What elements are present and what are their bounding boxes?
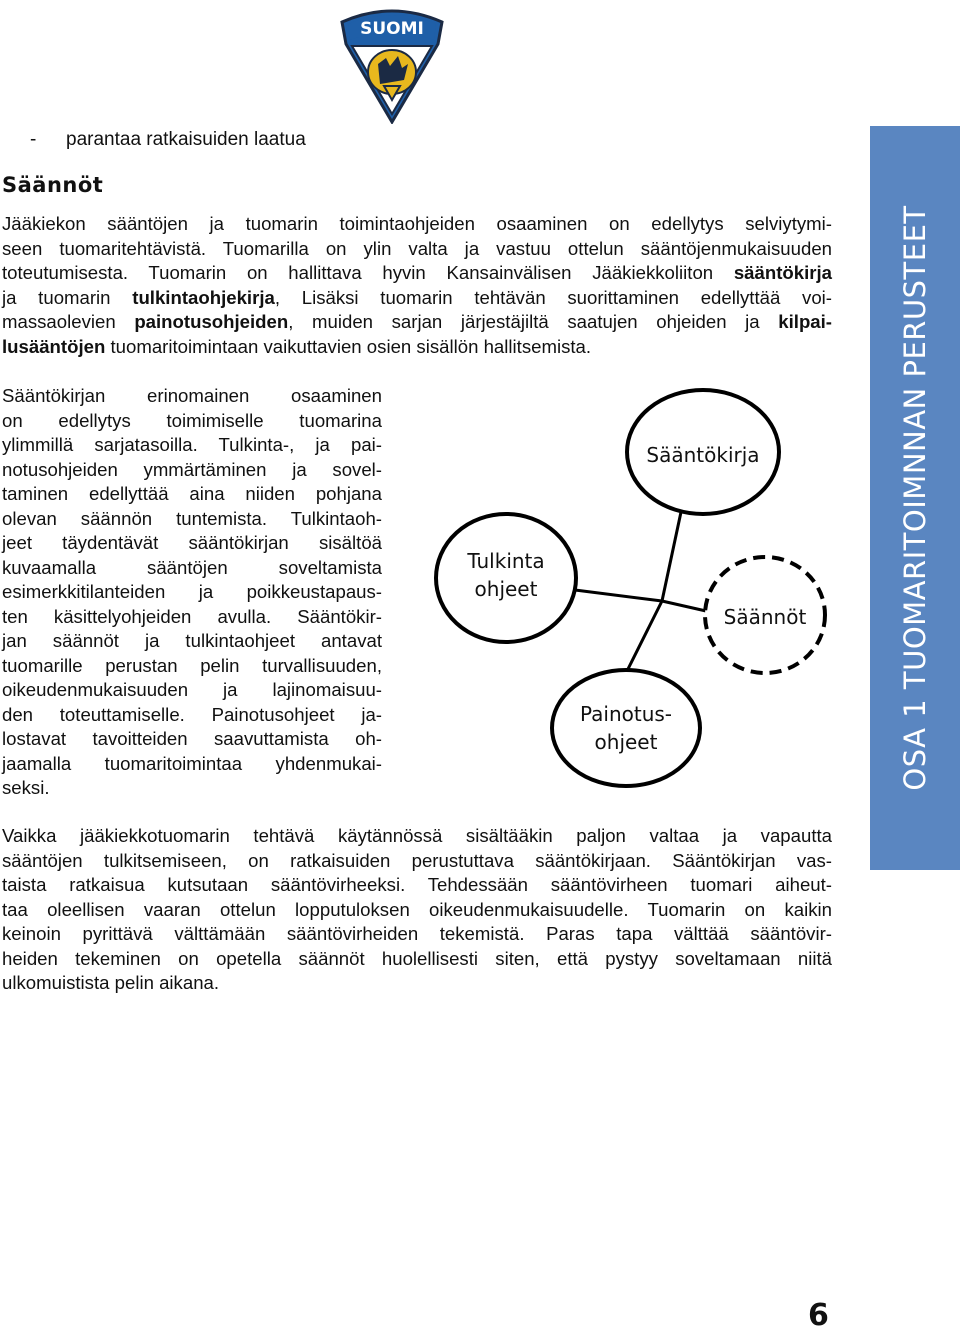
text-line: den toteuttamiselle. Painotusohjeet ja- bbox=[2, 703, 382, 725]
paragraph-2 bbox=[2, 384, 382, 801]
sidebar-label: OSA 1 TUOMARITOIMNNAN PERUSTEET bbox=[898, 205, 932, 791]
text-line: Sääntökirjan erinomainen osaaminen bbox=[2, 385, 382, 406]
suomi-logo bbox=[334, 4, 450, 124]
node-saannot bbox=[705, 557, 825, 673]
text-line: on edellytys toimimiselle tuomarina bbox=[2, 409, 382, 431]
text-line: ten käsittelyohjeiden avulla. Sääntökir- bbox=[2, 605, 382, 627]
text-line: taminen edellyttää aina niiden pohjana bbox=[2, 483, 382, 504]
text-line: Vaikka jääkiekkotuomarin tehtävä käytännössä sisältääkin paljon valtaa ja vapautta bbox=[2, 825, 832, 846]
connector-saantokirja bbox=[662, 512, 681, 601]
text-line: ja tuomarin tulkintaohjekirja, Lisäksi tuomarin tehtävän suorittaminen edellyttää voi- bbox=[2, 286, 832, 308]
text-line: seksi. bbox=[2, 777, 50, 798]
section-heading: Säännöt bbox=[2, 173, 104, 197]
text-line: ulkomuistista pelin aikana. bbox=[2, 972, 220, 993]
text-line: lusääntöjen tuomaritoimintaan vaikuttavien osien sisällön hallitsemista. bbox=[2, 335, 592, 357]
paragraph-1 bbox=[2, 212, 832, 359]
connector-saannot bbox=[662, 601, 706, 611]
text-line: jeet täydentävät sääntökirjan sisältöä bbox=[2, 532, 382, 553]
bullet-text: parantaa ratkaisuiden laatua bbox=[66, 129, 306, 150]
rules-diagram bbox=[410, 378, 830, 790]
node-painotusohjeet-label-1: Painotus- bbox=[579, 702, 673, 726]
section-sidebar bbox=[870, 126, 960, 870]
bullet-item bbox=[30, 128, 306, 152]
text-line: toteutumisesta. Tuomarin on hallittava hyvin Kansainvälisen Jääkiekkoliiton sääntökirja bbox=[2, 262, 832, 283]
paragraph-3 bbox=[2, 824, 832, 996]
text-line: taa oleellisen vaaran ottelun lopputuloksen oikeudenmukaisuudelle. Tuomarin on kaikin bbox=[2, 898, 832, 920]
node-saantokirja-label: Sääntökirja bbox=[646, 443, 760, 467]
text-line: jan säännöt ja tulkintaohjeet antavat bbox=[2, 630, 382, 651]
text-line: oikeudenmukaisuuden ja lajinomaisuu- bbox=[2, 679, 382, 700]
text-line: massaolevien painotusohjeiden, muiden sarjan järjestäjiltä saatujen ohjeiden ja kilpai- bbox=[2, 311, 832, 332]
node-tulkintaohjeet-label-2: ohjeet bbox=[474, 577, 538, 601]
text-line: lostavat tavoitteiden saavuttamista oh- bbox=[2, 728, 382, 749]
connector-tulkintaohjeet bbox=[575, 590, 662, 601]
text-line: keinoin pyrittävä välttämään sääntövirheiden tekemistä. Paras tapa välttää sääntövir- bbox=[2, 923, 832, 944]
node-tulkintaohjeet bbox=[436, 514, 576, 642]
node-saantokirja bbox=[627, 390, 779, 514]
text-line: tuomarille perustan pelin turvallisuuden, bbox=[2, 654, 382, 676]
connector-painotusohjeet bbox=[625, 601, 662, 675]
text-line: esimerkkitilanteiden ja poikkeustapaus- bbox=[2, 581, 382, 602]
page-number: 6 bbox=[808, 1298, 829, 1333]
text-line: notusohjeiden ymmärtäminen ja sovel- bbox=[2, 458, 382, 480]
text-line: sääntöjen tulkitsemiseen, on ratkaisuiden perustuttava sääntökirjaan. Sääntökirjan vas- bbox=[2, 849, 832, 871]
node-painotusohjeet-label-2: ohjeet bbox=[594, 730, 658, 754]
text-line: olevan säännön tuntemista. Tulkintaoh- bbox=[2, 507, 382, 529]
node-painotusohjeet bbox=[552, 670, 700, 786]
text-line: heiden tekeminen on opetella säännöt huolellisesti siten, että pystyy soveltamaan niitä bbox=[2, 947, 832, 969]
text-line: Jääkiekon sääntöjen ja tuomarin toimintaohjeiden osaaminen on edellytys selviytymi- bbox=[2, 213, 832, 234]
node-tulkintaohjeet-label-1: Tulkinta bbox=[467, 549, 545, 573]
text-line: kuvaamalla sääntöjen soveltamista bbox=[2, 556, 382, 578]
text-line: seen tuomaritehtävistä. Tuomarilla on ylin valta ja vastuu ottelun sääntöjenmukaisuuden bbox=[2, 237, 832, 259]
text-line: ylimmillä sarjatasoilla. Tulkinta-, ja pai- bbox=[2, 434, 382, 455]
logo-text: SUOMI bbox=[360, 19, 424, 39]
node-saannot-label: Säännöt bbox=[723, 605, 807, 629]
bullet-dash: - bbox=[30, 129, 37, 150]
text-line: taista ratkaisua kutsutaan sääntövirheeksi. Tehdessään sääntövirheen tuomari aiheut- bbox=[2, 874, 832, 895]
text-line: jaamalla tuomaritoimintaa yhdenmukai- bbox=[2, 752, 382, 774]
